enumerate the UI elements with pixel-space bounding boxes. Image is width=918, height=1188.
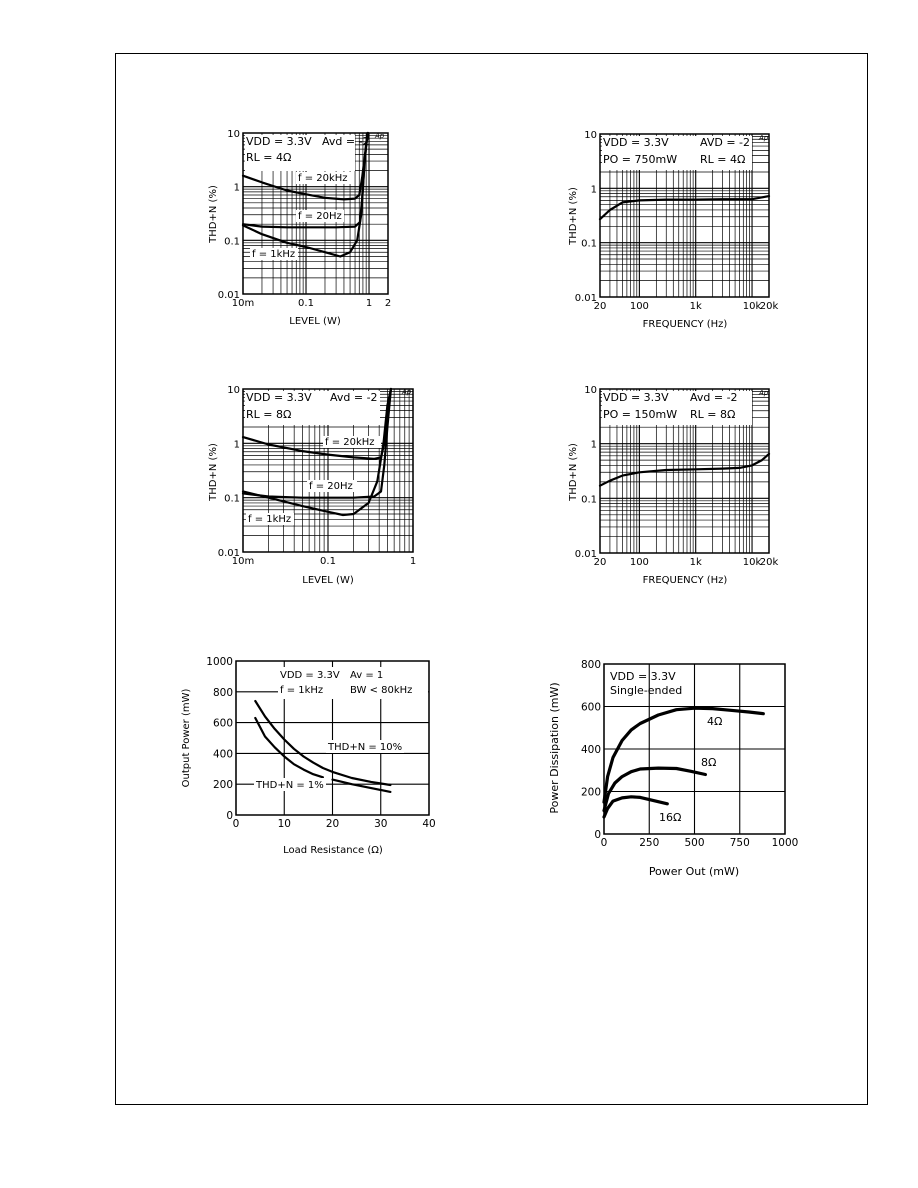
note-vdd: VDD = 3.3V (246, 391, 312, 404)
y-axis-label: Output Power (mW) (181, 688, 192, 788)
x-tick-label: 750 (729, 837, 750, 849)
note-bandwidth: BW < 80kHz (350, 685, 413, 696)
y-tick-label: 600 (212, 717, 233, 730)
x-tick-label: 0 (232, 818, 240, 830)
y-tick-label: 800 (580, 659, 601, 671)
x-axis-label: Power Out (mW) (648, 865, 740, 878)
curve-label-20khz: f = 20kHz (298, 173, 348, 184)
y-tick-label: 200 (212, 779, 233, 792)
x-tick-label: 20 (593, 557, 607, 568)
note-vdd: VDD = 3.3V (246, 135, 312, 148)
chart-thd-vs-frequency-8ohm (560, 380, 790, 590)
y-tick-label: 1 (590, 439, 597, 451)
y-tick-label: 10 (584, 130, 597, 141)
note-vdd: VDD = 3.3V (610, 670, 676, 683)
ap-logo: Ap (759, 389, 769, 397)
y-tick-label: 0.01 (574, 549, 597, 560)
y-tick-label: 1000 (206, 656, 233, 668)
x-tick-label: 10 (277, 818, 291, 830)
ap-logo: Ap (759, 134, 769, 142)
y-tick-label: 800 (212, 686, 233, 699)
y-tick-label: 0.1 (224, 493, 240, 505)
note-power: PO = 750mW (603, 153, 678, 166)
ap-logo: Ap (375, 132, 385, 140)
note-load: RL = 8Ω (690, 408, 736, 421)
x-tick-label: 100 (629, 301, 649, 312)
x-tick-label: 0 (600, 837, 608, 849)
y-tick-label: 1 (233, 439, 240, 451)
x-tick-label: 500 (684, 837, 705, 849)
note-gain: AVD = -2 (700, 136, 750, 149)
curve-label-4ohm: 4Ω (707, 715, 723, 728)
y-tick-label: 10 (227, 385, 240, 396)
x-tick-label: 20k (759, 557, 779, 568)
x-axis-label: LEVEL (W) (289, 316, 341, 327)
y-tick-label: 0.1 (224, 236, 240, 248)
x-tick-label: 10m (231, 556, 255, 567)
curve-label-20hz: f = 20Hz (309, 481, 353, 492)
chart-power-dissipation-vs-power-out (540, 652, 810, 882)
note-configuration: Single-ended (610, 684, 683, 697)
x-tick-label: 100 (629, 557, 649, 568)
note-gain: Avd = -2 (690, 391, 738, 404)
note-frequency: f = 1kHz (280, 685, 324, 696)
y-tick-label: 0.1 (581, 494, 597, 506)
x-tick-label: 10k (742, 301, 762, 312)
curve-label-thd-10pct: THD+N = 10% (328, 742, 403, 753)
chart-thd-vs-level-4ohm (200, 124, 420, 334)
y-tick-label: 0.01 (217, 548, 240, 559)
y-tick-label: 400 (212, 748, 233, 761)
y-tick-label: 0.1 (581, 238, 597, 250)
curve-label-16ohm: 16Ω (659, 811, 682, 824)
curve-label-20hz: f = 20Hz (298, 211, 342, 222)
curve-thd-n-1 (255, 718, 323, 777)
x-tick-label: 0.1 (298, 298, 314, 309)
y-tick-label: 10 (584, 385, 597, 396)
x-tick-label: 20 (325, 818, 340, 830)
note-gain: Avd = -2 (330, 391, 378, 404)
y-axis-label: THD+N (%) (208, 443, 219, 501)
x-tick-label: 30 (374, 818, 388, 830)
curve-16 (604, 797, 667, 817)
x-axis-label: Load Resistance (Ω) (283, 845, 383, 856)
y-axis-label: THD+N (%) (208, 185, 219, 243)
ap-logo: Ap (402, 388, 412, 396)
y-tick-label: 10 (227, 129, 240, 140)
x-tick-label: 10m (231, 298, 255, 309)
x-axis-label: LEVEL (W) (302, 575, 354, 586)
x-tick-label: 0.1 (320, 556, 336, 567)
note-load: RL = 8Ω (246, 408, 292, 421)
x-tick-label: 1 (365, 298, 373, 309)
y-tick-label: 1 (590, 184, 597, 196)
note-vdd: VDD = 3.3V (603, 136, 669, 149)
y-tick-label: 200 (580, 786, 601, 799)
x-tick-label: 40 (422, 818, 436, 830)
x-tick-label: 20 (593, 301, 607, 312)
x-tick-label: 1k (689, 301, 702, 312)
x-tick-label: 1 (409, 556, 417, 567)
note-gain: Av = 1 (350, 670, 384, 681)
x-tick-label: 1000 (771, 837, 799, 849)
y-tick-label: 0.01 (574, 293, 597, 304)
x-tick-label: 2 (384, 298, 392, 309)
x-tick-label: 10k (742, 557, 762, 568)
note-load: RL = 4Ω (700, 153, 746, 166)
curve-label-8ohm: 8Ω (701, 756, 717, 769)
chart-output-power-vs-load (170, 652, 440, 862)
y-tick-label: 0 (594, 829, 601, 841)
note-load: RL = 4Ω (246, 151, 292, 164)
chart-thd-vs-level-8ohm (200, 380, 420, 590)
curve-label-thd-1pct: THD+N = 1% (256, 780, 324, 791)
note-vdd: VDD = 3.3V (603, 391, 669, 404)
y-tick-label: 0.01 (217, 290, 240, 301)
x-tick-label: 1k (689, 557, 702, 568)
x-axis-label: FREQUENCY (Hz) (642, 319, 728, 330)
chart-thd-vs-frequency-4ohm (560, 124, 790, 334)
curve-label-1khz: f = 1kHz (252, 249, 296, 260)
curve-label-1khz: f = 1kHz (248, 514, 292, 525)
note-power: PO = 150mW (603, 408, 678, 421)
note-vdd: VDD = 3.3V (280, 670, 340, 681)
curve-thd-n-1-tail (333, 780, 391, 792)
y-axis-label: THD+N (%) (568, 187, 579, 245)
x-tick-label: 20k (759, 301, 779, 312)
curve-8 (604, 768, 705, 811)
x-tick-label: 250 (639, 837, 660, 849)
x-axis-label: FREQUENCY (Hz) (642, 575, 728, 586)
curve-label-20khz: f = 20kHz (325, 437, 375, 448)
y-axis-label: Power Dissipation (mW) (548, 682, 561, 814)
note-gain: Avd = -2 (322, 135, 370, 148)
y-tick-label: 0 (226, 810, 233, 822)
y-axis-label: THD+N (%) (568, 443, 579, 501)
y-tick-label: 1 (233, 182, 240, 194)
y-tick-label: 600 (580, 701, 601, 714)
y-tick-label: 400 (580, 744, 601, 756)
